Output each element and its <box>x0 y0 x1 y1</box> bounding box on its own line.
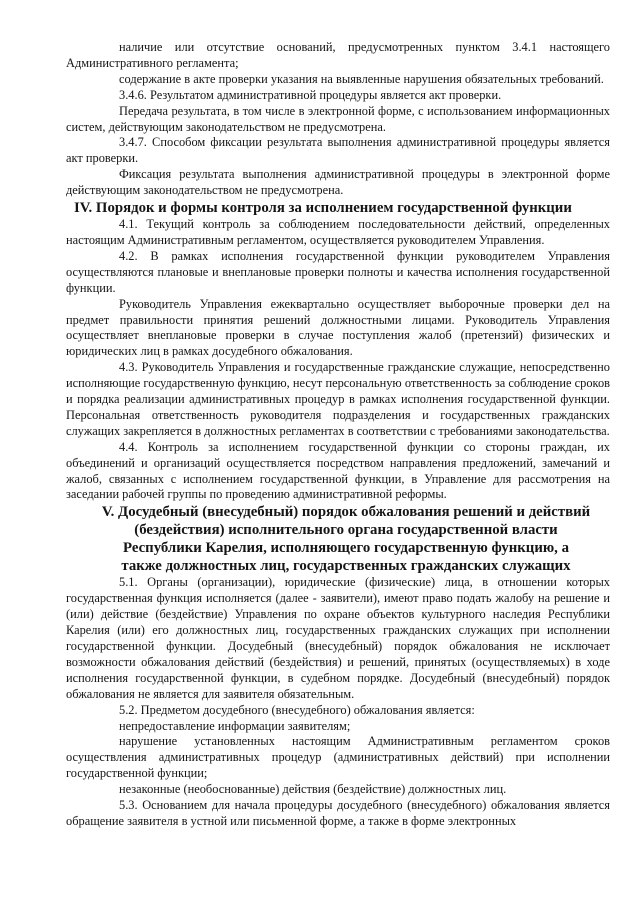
paragraph: незаконные (необоснованные) действия (бездействие) должностных лиц. <box>119 782 507 797</box>
paragraph: Передача результата, в том числе в электронной форме, с использованием информационных систем, действующим законодательством не предусмотрена. <box>66 103 610 134</box>
section-5-heading <box>66 503 610 575</box>
document-page <box>66 40 610 830</box>
section-4-heading: IV. Порядок и формы контроля за исполнением государственной функции <box>74 200 572 217</box>
paragraph: содержание в акте проверки указания на выявленные нарушения обязательных требований. <box>119 71 604 86</box>
paragraph: наличие или отсутствие оснований, предусмотренных пунктом 3.4.1 настоящего Административного регламента; <box>66 40 610 70</box>
paragraph: Фиксация результата выполнения административной процедуры в электронной форме действующим законодательством не предусмотрена. <box>66 167 610 198</box>
section-5-heading-line: Республики Карелия, исполняющего государственную функцию, а <box>123 540 569 557</box>
paragraph: 3.4.6. Результатом административной процедуры является акт проверки. <box>119 87 502 102</box>
section-5-heading-line: также должностных лиц, государственных гражданских служащих <box>121 558 571 575</box>
paragraph: 5.2. Предметом досудебного (внесудебного) обжалования является: <box>119 702 475 717</box>
paragraph: Руководитель Управления ежеквартально осуществляет выборочные проверки дел на предмет правильности принятия решений должностными лицами. Руководитель Управления осуществляет внеплановые проверки в случае поступления жалоб (претензий) физических и юридических лиц в рамках досудебного обжалования. <box>66 296 610 359</box>
paragraph: 4.2. В рамках исполнения государственной функции руководителем Управления осуществляются плановые и внеплановые проверки полноты и качества исполнения государственной функции. <box>66 248 610 295</box>
paragraph: 5.1. Органы (организации), юридические (физические) лица, в отношении которых государственная функция исполняется (далее - заявители), имеют право подать жалобу на решение и (или) действие (бездействие) Управления по охране объектов культурного наследия Республики Карелия (или) его должностных лиц, государственных гражданских служащих при исполнении государственной функции. Досудебный (внесудебный) порядок обжалования не исключает возможности обжалования действий (бездействия) и решений, принятых (осуществляемых) в ходе исполнения государственной функции, в судебном порядке. Досудебный (внесудебный) порядок обжалования не является для заявителя обязательным. <box>66 575 610 701</box>
paragraph: 4.1. Текущий контроль за соблюдением последовательности действий, определенных настоящим Административным регламентом, осуществляется руководителем Управления. <box>66 217 610 247</box>
paragraph: 4.3. Руководитель Управления и государственные гражданские служащие, непосредственно исполняющие государственную функцию, несут персональную ответственность за соблюдение сроков и порядка реализации административных процедур в рамках исполнения государственной функции. Персональная ответственность руководителя подразделения и государственных гражданских служащих закрепляется в должностных регламентах в соответствии с требованиями законодательства. <box>66 360 610 438</box>
section-5-heading-line: V. Досудебный (внесудебный) порядок обжалования решений и действий <box>101 504 591 521</box>
paragraph: нарушение установленных настоящим Административным регламентом сроков осуществления административных процедур (административных действий) при исполнении государственной функции; <box>66 734 610 781</box>
paragraph: 3.4.7. Способом фиксации результата выполнения административной процедуры является акт проверки. <box>66 135 610 166</box>
paragraph: непредоставление информации заявителям; <box>119 718 351 733</box>
paragraph: 5.3. Основанием для начала процедуры досудебного (внесудебного) обжалования является обращение заявителя в устной или письменной форме, а также в форме электронных <box>66 798 610 828</box>
paragraph: 4.4. Контроль за исполнением государственной функции со стороны граждан, их объединений и организаций осуществляется посредством направления предложений, замечаний и жалоб, связанных с исполнением государственной функции, в Управление для рассмотрения на заседании рабочей группы по проведению административной реформы. <box>66 439 610 502</box>
section-5-heading-line: (бездействия) исполнительного органа государственной власти <box>134 522 558 539</box>
